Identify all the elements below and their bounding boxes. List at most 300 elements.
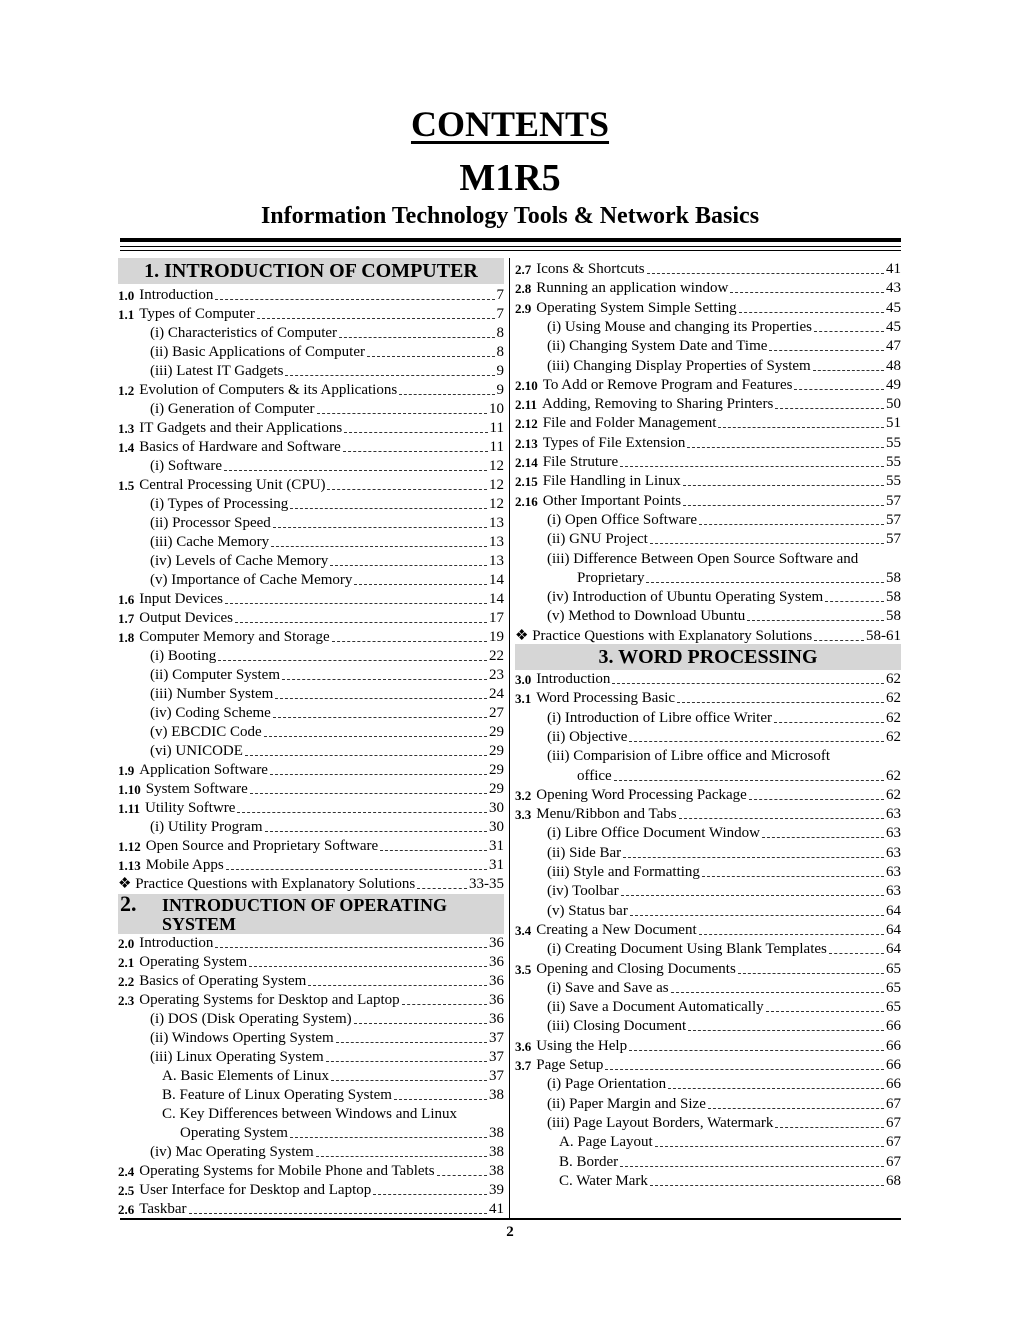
entry-page: 27	[489, 705, 504, 721]
toc-entry[interactable]	[515, 745, 901, 765]
toc-entry[interactable]	[515, 625, 901, 645]
entry-page: 36	[489, 973, 504, 989]
entry-number: 2.3	[118, 993, 135, 1008]
entry-number: 1.11	[118, 801, 141, 816]
entry-page: 23	[489, 667, 504, 683]
dot-leader	[290, 1137, 487, 1138]
entry-page: 64	[886, 921, 901, 938]
entry-label: (v) EBCDIC Code	[150, 724, 262, 740]
dot-leader	[273, 527, 487, 528]
toc-entry[interactable]	[118, 664, 504, 684]
dot-leader	[718, 427, 884, 428]
entry-page: 58	[886, 608, 901, 625]
entry-number: 1.1	[118, 307, 135, 322]
module-code: M1R5	[459, 157, 561, 199]
entry-label: Input Devices	[139, 591, 223, 607]
module-subtitle: Information Technology Tools & Network Basics	[260, 203, 760, 229]
entry-page: 22	[489, 648, 504, 664]
entry-label: Output Devices	[139, 610, 233, 626]
entry-page: 12	[489, 496, 504, 512]
entry-label: Operating System	[180, 1125, 288, 1141]
toc-entry[interactable]	[515, 803, 901, 823]
toc-entry[interactable]	[515, 938, 901, 958]
dot-leader	[671, 992, 884, 993]
dot-leader	[282, 679, 487, 680]
dot-leader	[620, 466, 884, 467]
entry-number: 1.0	[118, 288, 135, 303]
entry-number: 2.1	[118, 955, 135, 970]
entry-page: 38	[489, 1087, 504, 1103]
entry-page: 57	[886, 531, 901, 548]
entry-number: 2.9	[515, 300, 532, 316]
toc-entry[interactable]	[118, 1103, 504, 1123]
top-rule-thin-2	[120, 250, 901, 251]
toc-entry[interactable]	[118, 816, 504, 836]
entry-label: Operating System Simple Setting	[536, 299, 737, 316]
toc-entry[interactable]	[515, 765, 901, 785]
dot-leader	[699, 524, 884, 525]
entry-label: Icons & Shortcuts	[536, 261, 645, 277]
entry-page: 7	[496, 306, 504, 322]
dot-leader	[794, 389, 884, 390]
toc-entry[interactable]	[118, 417, 504, 437]
entry-label: Types of Computer	[139, 306, 255, 322]
toc-entry[interactable]	[118, 398, 504, 418]
dot-leader	[629, 1050, 884, 1051]
dot-leader	[612, 683, 884, 684]
toc-entry[interactable]	[118, 493, 504, 513]
entry-number: 1.2	[118, 383, 135, 398]
entry-label: (iv) Toolbar	[547, 883, 619, 900]
toc-entry[interactable]	[118, 588, 504, 608]
toc-entry[interactable]	[515, 1035, 901, 1055]
dot-leader	[605, 1069, 884, 1070]
entry-page: 38	[489, 1163, 504, 1179]
entry-label: (i) DOS (Disk Operating System)	[150, 1011, 352, 1027]
toc-entry[interactable]	[118, 835, 504, 855]
entry-number: 2.6	[118, 1202, 135, 1217]
toc-entry[interactable]	[515, 1054, 901, 1074]
toc-entry[interactable]	[118, 1027, 504, 1047]
entry-label: Introduction	[139, 287, 214, 303]
entry-label: (iii) Page Layout Borders, Watermark	[547, 1114, 774, 1131]
toc-entry[interactable]	[515, 687, 901, 707]
entry-label: Other Important Points	[542, 492, 682, 509]
entry-label: Evolution of Computers & its Applications	[139, 382, 398, 398]
entry-label: Open Source and Proprietary Software	[145, 838, 379, 854]
entry-page: 29	[489, 724, 504, 740]
toc-entry[interactable]	[515, 919, 901, 939]
toc-entry[interactable]	[118, 797, 504, 817]
dot-leader	[614, 780, 884, 781]
dot-leader	[373, 1194, 487, 1195]
dot-leader	[655, 1146, 884, 1147]
entry-page: 57	[886, 511, 901, 528]
entry-label: Page Setup	[536, 1057, 604, 1073]
toc-entry[interactable]	[118, 970, 504, 990]
entry-label: (i) Open Office Software	[547, 511, 698, 528]
dot-leader	[766, 1011, 884, 1012]
toc-entry[interactable]	[515, 1093, 901, 1113]
toc-entry[interactable]	[118, 379, 504, 399]
entry-page: 13	[489, 553, 504, 569]
dot-leader	[749, 799, 884, 800]
entry-page: 39	[489, 1182, 504, 1198]
dot-leader	[339, 337, 494, 338]
dot-leader	[354, 1023, 487, 1024]
entry-label: (iv) Coding Scheme	[150, 705, 271, 721]
toc-entry[interactable]	[118, 759, 504, 779]
dot-leader	[620, 1166, 884, 1167]
entry-number: 1.3	[118, 421, 135, 436]
entry-label: Introduction	[139, 935, 214, 951]
toc-entry[interactable]	[515, 605, 901, 625]
dot-leader	[250, 793, 487, 794]
entry-number: 1.5	[118, 478, 135, 493]
dot-leader	[708, 1108, 884, 1109]
toc-entry[interactable]	[515, 335, 901, 355]
entry-page: 7	[496, 287, 504, 303]
section-title-line1: INTRODUCTION OF OPERATING	[162, 895, 448, 915]
entry-number: 2.2	[118, 974, 135, 989]
toc-entry[interactable]	[118, 1179, 504, 1199]
entry-label: (v) Method to Download Ubuntu	[547, 608, 746, 625]
entry-page: 64	[886, 941, 901, 958]
entry-number: 2.8	[515, 281, 532, 297]
entry-number: 3.1	[515, 691, 532, 707]
toc-entry[interactable]	[118, 607, 504, 627]
dot-leader	[687, 447, 884, 448]
entry-page: 67	[886, 1095, 901, 1112]
entry-number: 3.0	[515, 672, 532, 687]
entry-page: 58	[886, 569, 901, 586]
dot-leader	[739, 312, 884, 313]
entry-number: 2.11	[515, 397, 538, 413]
toc-entry[interactable]	[118, 531, 504, 551]
entry-page: 62	[886, 709, 901, 726]
toc-entry[interactable]	[118, 1046, 504, 1066]
entry-page: 37	[489, 1049, 504, 1065]
toc-entry[interactable]	[118, 778, 504, 798]
toc-entry[interactable]	[515, 393, 901, 413]
entry-page: 65	[886, 979, 901, 996]
entry-page: 38	[489, 1144, 504, 1160]
toc-entry[interactable]	[118, 1065, 504, 1085]
toc-entry[interactable]	[118, 1008, 504, 1028]
dot-leader	[316, 1156, 487, 1157]
entry-label: C. Water Mark	[559, 1172, 648, 1189]
entry-label: Operating System	[139, 954, 248, 970]
dot-leader	[688, 1030, 884, 1031]
toc-entry[interactable]	[118, 1122, 504, 1142]
entry-page: 63	[886, 844, 901, 861]
dot-leader	[218, 660, 487, 661]
dot-leader	[646, 582, 884, 583]
dot-leader	[679, 818, 884, 819]
dot-leader	[215, 947, 487, 948]
toc-entry[interactable]	[515, 861, 901, 881]
entry-page: 38	[489, 1125, 504, 1141]
toc-entry[interactable]	[118, 854, 504, 874]
entry-number: 2.13	[515, 435, 538, 451]
toc-entry[interactable]	[515, 1112, 901, 1132]
entry-page: 9	[496, 382, 504, 398]
entry-label: (iv) Mac Operating System	[150, 1144, 314, 1160]
toc-entry[interactable]	[118, 683, 504, 703]
toc-entry[interactable]	[515, 316, 901, 336]
entry-label: Utility Softwre	[145, 800, 236, 816]
toc-entry[interactable]	[118, 645, 504, 665]
dot-leader	[829, 953, 884, 954]
entry-label: Introduction	[536, 671, 611, 687]
entry-number: 2.14	[515, 455, 538, 470]
entry-label: Application Software	[139, 762, 268, 778]
toc-entry[interactable]	[515, 842, 901, 862]
entry-page: 14	[489, 572, 504, 588]
entry-label: (i) Software	[150, 458, 223, 474]
toc-entry[interactable]	[515, 958, 901, 978]
toc-entry[interactable]	[515, 784, 901, 804]
entry-label: (iii) Changing Display Properties of System	[547, 357, 811, 374]
entry-number: 3.3	[515, 807, 532, 823]
column-divider	[509, 258, 510, 1218]
dot-leader	[762, 837, 884, 838]
dot-leader	[327, 489, 487, 490]
dot-leader	[621, 895, 884, 896]
toc-entry[interactable]	[118, 740, 504, 760]
entry-label: (iii) Difference Between Open Source Software and	[547, 550, 859, 567]
toc-entry[interactable]	[118, 873, 504, 893]
dot-leader	[273, 717, 487, 718]
toc-entry[interactable]	[118, 360, 504, 380]
entry-page: 66	[886, 1037, 901, 1054]
toc-entry[interactable]	[118, 322, 504, 342]
toc-entry[interactable]	[118, 951, 504, 971]
entry-page: 63	[886, 883, 901, 900]
toc-entry[interactable]	[118, 303, 504, 323]
toc-entry[interactable]	[515, 1131, 901, 1151]
dot-leader	[249, 966, 487, 967]
toc-entry[interactable]	[515, 1015, 901, 1035]
toc-entry[interactable]	[515, 977, 901, 997]
top-rule-thin-1	[120, 246, 901, 247]
dot-leader	[650, 543, 884, 544]
entry-page: 11	[489, 439, 504, 455]
entry-page: 19	[489, 629, 504, 645]
entry-label: (i) Utility Program	[150, 819, 263, 835]
dot-leader	[775, 408, 884, 409]
toc-entry[interactable]	[515, 567, 901, 587]
entry-page: 66	[886, 1057, 901, 1073]
entry-page: 55	[886, 454, 901, 470]
dot-leader	[769, 350, 884, 351]
entry-number: 2.12	[515, 416, 538, 432]
entry-page: 36	[489, 1011, 504, 1027]
toc-entry[interactable]	[515, 900, 901, 920]
entry-page: 29	[489, 743, 504, 759]
toc-entry[interactable]	[118, 989, 504, 1009]
dot-leader	[332, 641, 487, 642]
top-rule-thick	[120, 238, 901, 242]
toc-right-column	[515, 258, 901, 1218]
entry-page: 57	[886, 492, 901, 509]
toc-entry[interactable]	[515, 258, 901, 278]
toc-entry[interactable]	[515, 509, 901, 529]
dot-leader	[623, 857, 884, 858]
toc-entry[interactable]	[118, 1160, 504, 1180]
entry-label: office	[577, 767, 612, 784]
entry-page: 65	[886, 999, 901, 1016]
entry-label: Basics of Hardware and Software	[139, 439, 341, 455]
dot-leader	[775, 1127, 884, 1128]
toc-entry[interactable]	[118, 932, 504, 952]
toc-entry[interactable]	[515, 726, 901, 746]
entry-number: 2.15	[515, 474, 538, 490]
toc-left-column	[118, 258, 504, 1218]
entry-number: 2.7	[515, 262, 532, 277]
entry-label: A. Basic Elements of Linux	[162, 1068, 330, 1084]
dot-leader	[437, 1175, 487, 1176]
toc-entry[interactable]	[515, 586, 901, 606]
entry-label: (ii) Save a Document Automatically	[547, 999, 764, 1016]
dot-leader	[344, 432, 487, 433]
entry-number: 2.10	[515, 377, 538, 393]
entry-page: 11	[489, 420, 504, 436]
dot-leader	[264, 736, 487, 737]
dot-leader	[189, 1213, 487, 1214]
toc-entry[interactable]	[118, 569, 504, 589]
toc-entry[interactable]	[515, 297, 901, 317]
entry-number: 1.9	[118, 763, 135, 778]
toc-entry[interactable]	[515, 374, 901, 394]
entry-page: 8	[496, 325, 504, 341]
entry-page: 9	[496, 363, 504, 379]
toc-entry[interactable]	[118, 512, 504, 532]
toc-entry[interactable]	[118, 1141, 504, 1161]
toc-entry[interactable]	[118, 284, 504, 304]
entry-page: 17	[489, 610, 504, 626]
entry-label: (ii) Processor Speed	[150, 515, 271, 531]
entry-page: 55	[886, 473, 901, 490]
toc-entry[interactable]	[118, 455, 504, 475]
toc-entry[interactable]	[515, 451, 901, 471]
entry-page: 29	[489, 781, 504, 797]
dot-leader	[265, 831, 488, 832]
dot-leader	[647, 273, 884, 274]
entry-label: (iii) Comparision of Libre office and Microsoft	[547, 748, 830, 765]
dot-leader	[336, 1042, 487, 1043]
entry-page: 67	[886, 1134, 901, 1151]
dot-leader	[825, 601, 884, 602]
entry-page: 63	[886, 825, 901, 842]
dot-leader	[331, 1080, 487, 1081]
entry-label: Operating Systems for Desktop and Laptop	[139, 992, 400, 1008]
entry-label: File and Folder Management	[542, 415, 717, 432]
toc-entry[interactable]	[118, 550, 504, 570]
toc-entry[interactable]	[515, 880, 901, 900]
toc-entry[interactable]	[515, 1170, 901, 1190]
entry-number: 1.6	[118, 592, 135, 607]
dot-leader	[271, 546, 487, 547]
toc-entry[interactable]	[515, 355, 901, 375]
toc-entry[interactable]	[515, 432, 901, 452]
toc-entry[interactable]	[515, 668, 901, 688]
entry-label: Running an application window	[536, 280, 729, 297]
entry-number: 2.4	[118, 1164, 135, 1179]
toc-entry[interactable]	[118, 1198, 504, 1218]
toc-entry[interactable]	[515, 490, 901, 510]
toc-entry[interactable]	[515, 822, 901, 842]
toc-entry[interactable]	[118, 1084, 504, 1104]
entry-label: (i) Save and Save as	[547, 979, 669, 996]
entry-label: (ii) Side Bar	[547, 844, 622, 861]
entry-page: 49	[886, 376, 901, 393]
dot-leader	[394, 1099, 487, 1100]
entry-label: System Software	[145, 781, 248, 797]
toc-entry[interactable]	[118, 721, 504, 741]
entry-label: Types of File Extension	[542, 434, 686, 451]
toc-entry[interactable]	[515, 1073, 901, 1093]
entry-page: 66	[886, 1076, 901, 1093]
entry-label: Menu/Ribbon and Tabs	[536, 806, 677, 823]
dot-leader	[367, 356, 495, 357]
entry-page: 37	[489, 1068, 504, 1084]
section-title-line2: SYSTEM	[162, 914, 237, 934]
entry-number: 3.2	[515, 787, 532, 803]
toc-entry[interactable]	[515, 277, 901, 297]
entry-page: 58	[886, 589, 901, 606]
entry-page: 51	[886, 415, 901, 432]
toc-entry[interactable]	[515, 707, 901, 727]
dot-leader	[354, 584, 487, 585]
toc-entry[interactable]	[118, 474, 504, 494]
entry-label: (iii) Cache Memory	[150, 534, 270, 550]
entry-label: File Struture	[542, 454, 619, 470]
dot-leader	[417, 888, 467, 889]
toc-entry[interactable]	[515, 470, 901, 490]
entry-page: 43	[886, 280, 901, 297]
dot-leader	[215, 299, 494, 300]
entry-number: 2.0	[118, 936, 135, 951]
toc-entry[interactable]	[118, 436, 504, 456]
entry-label: (i) Types of Processing	[150, 496, 289, 512]
entry-page: 10	[489, 401, 504, 417]
toc-entry[interactable]	[515, 412, 901, 432]
toc-entry[interactable]	[118, 626, 504, 646]
entry-page: 24	[489, 686, 504, 702]
entry-page: 29	[489, 762, 504, 778]
toc-entry[interactable]	[515, 1151, 901, 1171]
dot-leader	[285, 375, 494, 376]
entry-label: (vi) UNICODE	[150, 743, 243, 759]
entry-label: (i) Page Orientation	[547, 1076, 667, 1093]
toc-entry[interactable]	[118, 341, 504, 361]
toc-entry[interactable]	[515, 528, 901, 548]
entry-number: 3.7	[515, 1058, 532, 1073]
toc-entry[interactable]	[515, 996, 901, 1016]
entry-page: 41	[886, 261, 901, 277]
toc-entry[interactable]	[118, 702, 504, 722]
entry-label: ❖ Practice Questions with Explanatory Solutions	[118, 876, 416, 892]
entry-page: 45	[886, 299, 901, 316]
entry-label: Taskbar	[139, 1201, 187, 1217]
toc-entry[interactable]	[515, 548, 901, 568]
entry-label: (iii) Style and Formatting	[547, 864, 700, 880]
bottom-rule	[120, 1218, 901, 1220]
entry-page: 62	[886, 767, 901, 784]
entry-page: 8	[496, 344, 504, 360]
entry-number: 2.16	[515, 493, 538, 509]
